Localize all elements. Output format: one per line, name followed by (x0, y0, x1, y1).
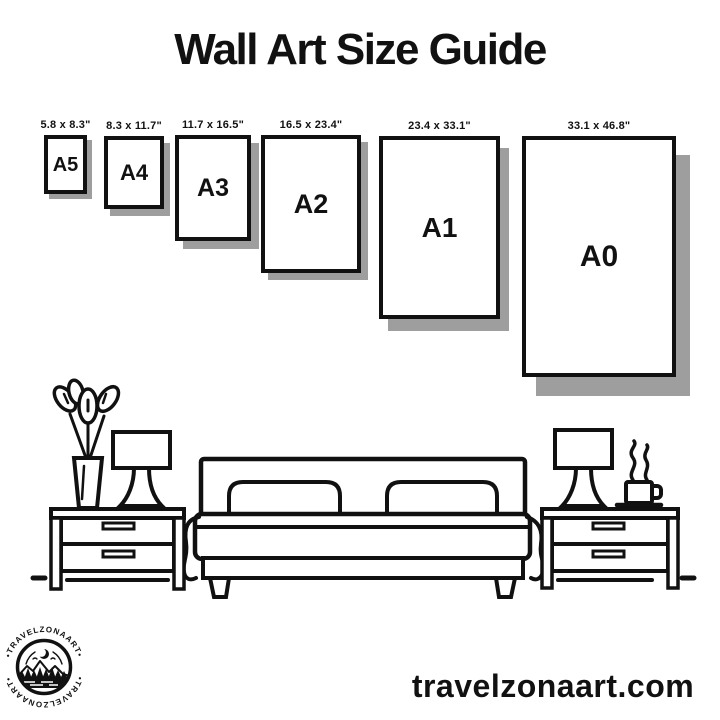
nightstand-leg (668, 518, 678, 588)
cup-body (626, 482, 652, 503)
pillow-right (387, 482, 497, 516)
nightstand-leg (542, 518, 552, 588)
bed-leg-left (210, 578, 229, 597)
size-name-label: A5 (52, 153, 79, 176)
bed-leg-right (496, 578, 515, 597)
size-name-label: A4 (119, 159, 149, 185)
lamp-shade (555, 430, 612, 468)
steaming-coffee-cup (617, 441, 661, 505)
logo-ring-text-top: •TRAVELZONAART• (3, 624, 85, 659)
nightstand-right (542, 509, 678, 588)
table-lamp-right (555, 430, 612, 506)
nightstand-leg (51, 518, 61, 589)
lamp-shade (113, 432, 170, 468)
logo-ring-text-bottom: •TRAVELZONAART• (3, 675, 85, 710)
size-name-label: A3 (197, 173, 229, 202)
vase-body (74, 458, 102, 508)
lamp-base (120, 468, 162, 506)
size-name-label: A1 (421, 211, 458, 243)
brand-logo-badge (0, 623, 88, 711)
size-dimensions-label: 11.7 x 16.5" (181, 119, 245, 131)
plant-leaves (50, 379, 123, 423)
size-dimensions-label: 23.4 x 33.1" (408, 120, 471, 132)
size-name-label: A0 (579, 239, 619, 273)
lamp-base (562, 468, 604, 506)
bed-base (203, 558, 523, 578)
steam-icon (631, 441, 648, 480)
website-text: travelzonaart.com (411, 668, 695, 704)
nightstand-left (51, 509, 184, 589)
table-lamp-left (113, 432, 170, 506)
size-name-label: A2 (293, 188, 329, 219)
size-dimensions-label: 33.1 x 46.8" (567, 120, 631, 132)
nightstand-top (51, 509, 184, 518)
size-dimensions-label: 8.3 x 11.7" (106, 120, 162, 132)
mattress (195, 514, 530, 559)
nightstand-top (542, 509, 678, 518)
size-dimensions-label: 5.8 x 8.3" (40, 119, 91, 131)
bed (184, 459, 544, 597)
page-title: Wall Art Size Guide (174, 25, 546, 74)
pillow-left (229, 482, 340, 516)
nightstand-leg (174, 518, 184, 589)
size-dimensions-label: 16.5 x 23.4" (279, 119, 343, 131)
